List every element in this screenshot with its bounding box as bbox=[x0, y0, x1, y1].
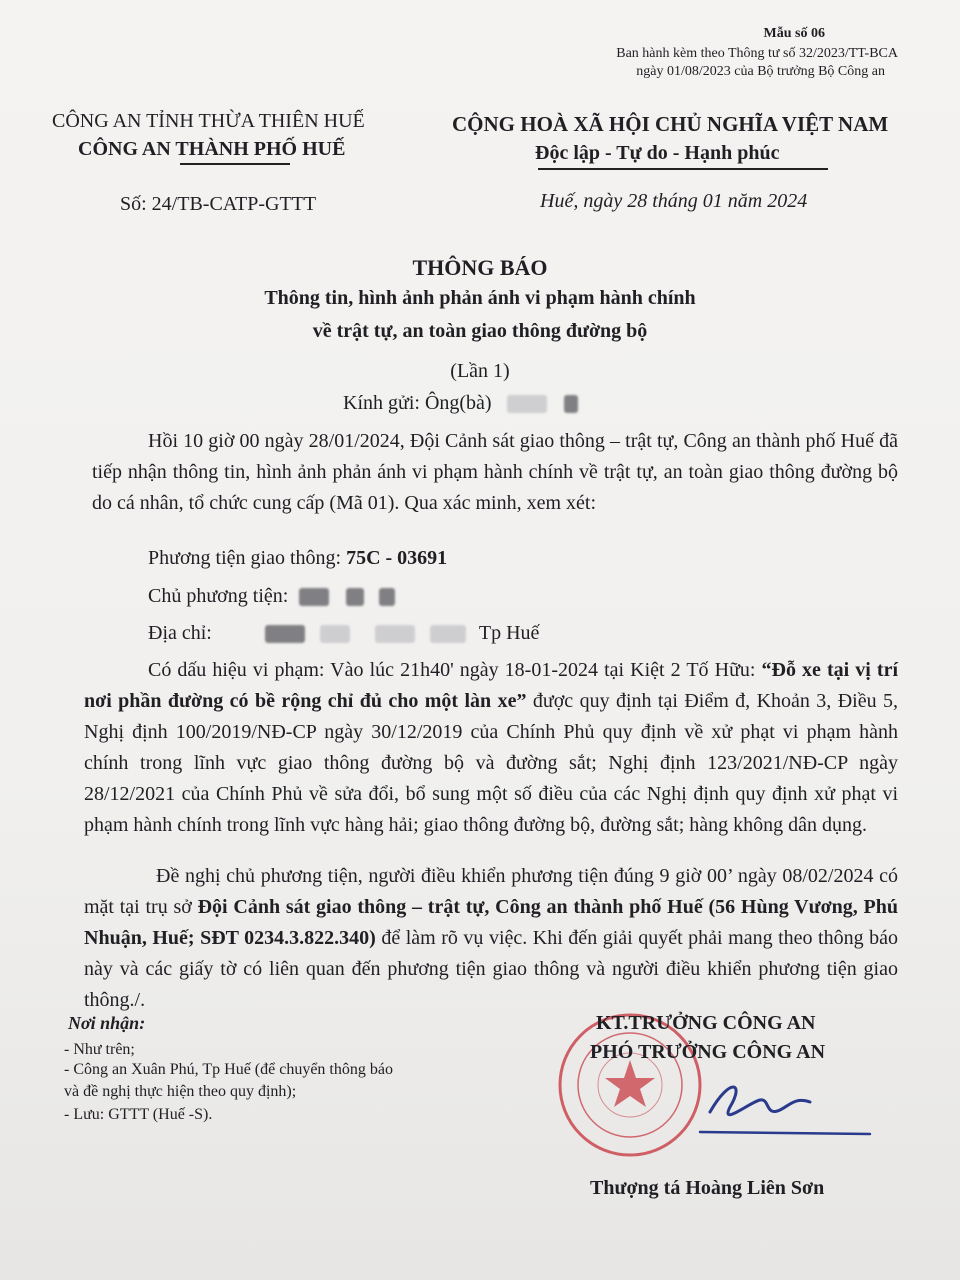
form-issued-with: Ban hành kèm theo Thông tư số 32/2023/TT-BCA bbox=[616, 46, 898, 61]
signer-name: Thượng tá Hoàng Liên Sơn bbox=[590, 1177, 825, 1199]
request-location: Đội Cảnh sát giao thông – trật tự, Công an thành phố Huế (56 Hùng Vương, Phú Nhuận, Huế; SĐT 0234.3.822.340) bbox=[84, 896, 898, 949]
violation-legal-basis: được quy định tại Điểm đ, Khoản 3, Điều 5, Nghị định 100/2019/NĐ-CP ngày 30/12/2019 của Chính Phủ quy định về xử phạt vi phạm hành chính trong lĩnh vực giao thông đường bộ và đường sắt; Nghị định 123/2021/NĐ-CP ngày 28/12/2021 của Chính Phủ về sửa đổi, bổ sung một số điều của các Nghị định quy định xử phạt vi phạm hành chính trong lĩnh vực hàng hải; giao thông đường bộ, đường sắt; hàng không dân dụng. bbox=[84, 690, 898, 836]
document-number: Số: 24/TB-CATP-GTTT bbox=[120, 193, 317, 215]
recipient-item: - Như trên; bbox=[64, 1041, 135, 1058]
owner-field bbox=[148, 585, 395, 608]
recipient-item: và đề nghị thực hiện theo quy định); bbox=[64, 1083, 297, 1100]
redacted-owner bbox=[379, 588, 395, 606]
violation-description: “Đỗ xe tại vị trí nơi phần đường có bề rộng chỉ đủ cho một làn xe” bbox=[84, 659, 899, 712]
motto-underline bbox=[538, 168, 828, 170]
national-motto: Độc lập - Tự do - Hạnh phúc bbox=[535, 142, 780, 164]
nation-title: CỘNG HOÀ XÃ HỘI CHỦ NGHĨA VIỆT NAM bbox=[452, 112, 889, 136]
vehicle-field bbox=[148, 547, 447, 570]
notice-title: THÔNG BÁO bbox=[412, 255, 548, 280]
request-rest: để làm rõ vụ việc. Khi đến giải quyết phải mang theo thông báo này và các giấy tờ có liên quan đến phương tiện giao thông và người điều khiển phương tiện giao thông./. bbox=[84, 927, 899, 1011]
redacted-name bbox=[507, 395, 547, 413]
redacted-address bbox=[265, 625, 305, 643]
owner-label: Chủ phương tiện: bbox=[148, 585, 289, 607]
notice-subtitle-1: Thông tin, hình ảnh phản ánh vi phạm hành chính bbox=[264, 287, 696, 309]
recipient-item: - Công an Xuân Phú, Tp Huế (để chuyển thông báo bbox=[64, 1061, 393, 1078]
violation-lead: Có dấu hiệu vi phạm: Vào lúc 21h40' ngày 18-01-2024 tại Kiệt 2 Tố Hữu: bbox=[148, 659, 762, 681]
redacted-address bbox=[430, 625, 466, 643]
dateline: Huế, ngày 28 tháng 01 năm 2024 bbox=[540, 190, 808, 212]
paragraph-intro: Hồi 10 giờ 00 ngày 28/01/2024, Đội Cảnh sát giao thông – trật tự, Công an thành phố Huế đã tiếp nhận thông tin, hình ảnh phản ánh vi phạm hành chính về trật tự, an toàn giao thông đường bộ do cá nhân, tổ chức cung cấp (Mã 01). Qua xác minh, xem xét: bbox=[92, 430, 898, 514]
address-field bbox=[148, 622, 539, 645]
greeting bbox=[343, 392, 578, 415]
greeting-label: Kính gửi: Ông(bà) bbox=[343, 392, 492, 414]
paragraph-request bbox=[84, 861, 898, 1016]
form-number: Mẫu số 06 bbox=[763, 26, 825, 41]
vehicle-plate: 75C - 03691 bbox=[346, 547, 448, 569]
redacted-address bbox=[320, 625, 350, 643]
redacted-name bbox=[564, 395, 578, 413]
paragraph-violation bbox=[84, 655, 898, 841]
request-lead: Đề nghị chủ phương tiện, người điều khiển phương tiện đúng 9 giờ 00’ ngày 08/02/2024 có mặt tại trụ sở bbox=[84, 865, 898, 918]
vehicle-label: Phương tiện giao thông: bbox=[148, 547, 347, 569]
notice-times: (Lần 1) bbox=[450, 360, 510, 382]
agency-underline bbox=[180, 163, 290, 165]
address-city: Tp Huế bbox=[478, 622, 540, 644]
redacted-address bbox=[375, 625, 415, 643]
recipients-title: Nơi nhận: bbox=[68, 1013, 146, 1033]
notice-subtitle-2: về trật tự, an toàn giao thông đường bộ bbox=[312, 320, 648, 342]
signature-title-2: PHÓ TRƯỞNG CÔNG AN bbox=[590, 1041, 826, 1063]
redacted-owner bbox=[346, 588, 364, 606]
handwritten-signature bbox=[690, 1072, 880, 1142]
address-label: Địa chỉ: bbox=[148, 622, 212, 644]
signature-title-1: KT.TRƯỞNG CÔNG AN bbox=[596, 1012, 816, 1034]
recipient-item: - Lưu: GTTT (Huế -S). bbox=[64, 1106, 213, 1123]
agency-parent: CÔNG AN TỈNH THỪA THIÊN HUẾ bbox=[52, 110, 365, 132]
redacted-owner bbox=[299, 588, 329, 606]
agency-name: CÔNG AN THÀNH PHỐ HUẾ bbox=[78, 138, 346, 160]
form-issued-date: ngày 01/08/2023 của Bộ trưởng Bộ Công an bbox=[636, 64, 885, 79]
